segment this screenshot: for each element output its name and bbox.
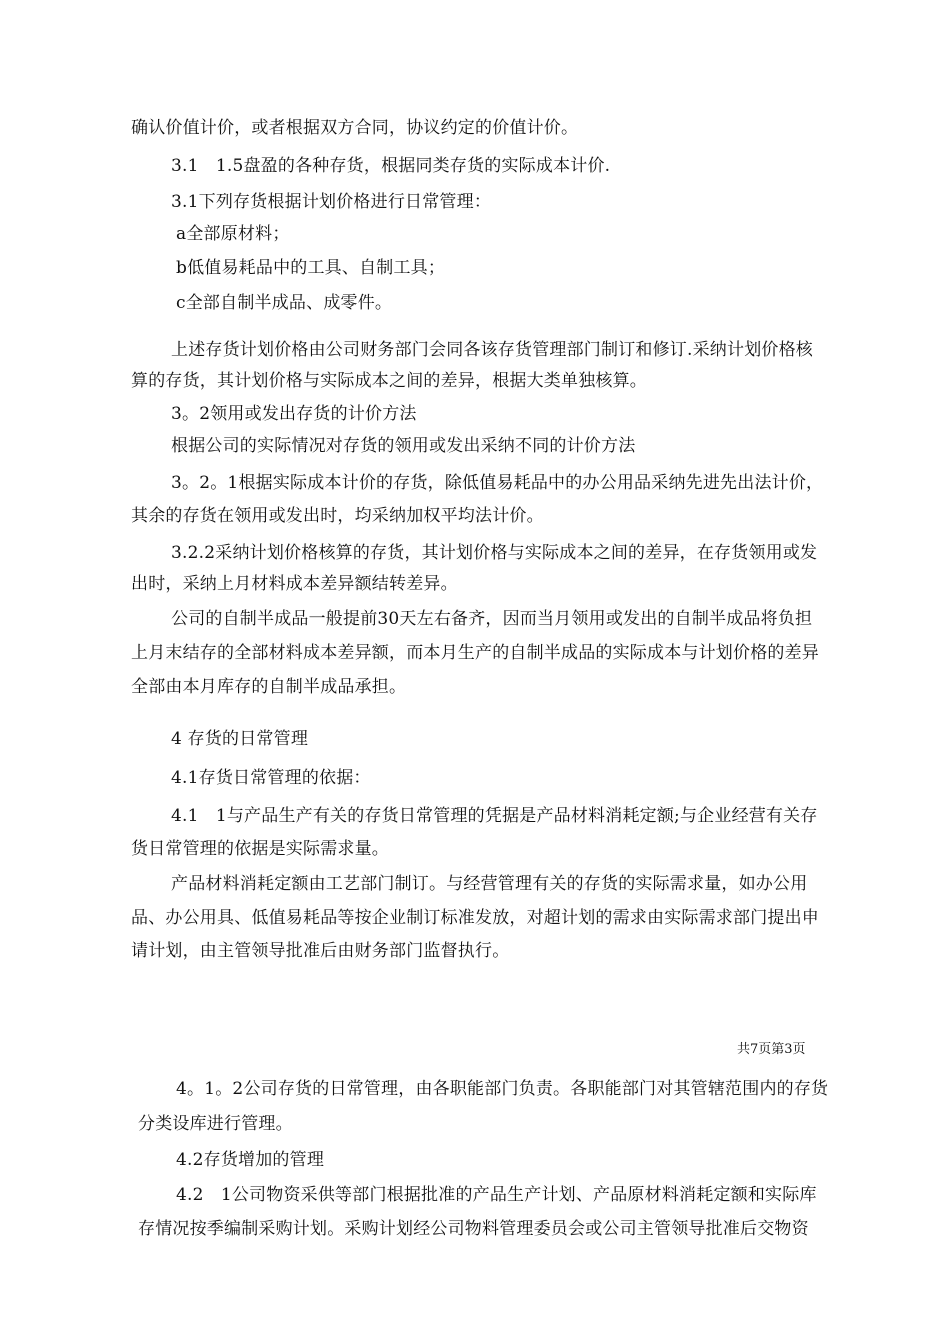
section-heading: 3。2领用或发出存货的计价方法 [171,404,417,424]
paragraph-line: 全部由本月库存的自制半成品承担。 [131,677,407,697]
paragraph-line: 根据公司的实际情况对存货的领用或发出采纳不同的计价方法 [171,436,636,456]
paragraph-line: 上月末结存的全部材料成本差异额，而本月生产的自制半成品的实际成本与计划价格的差异 [131,643,819,663]
paragraph-line: 产品材料消耗定额由工艺部门制订。与经营管理有关的存货的实际需求量，如办公用 [171,874,808,894]
section-heading: 4 存货的日常管理 [171,729,309,749]
paragraph-line: 3.2.2采纳计划价格核算的存货，其计划价格与实际成本之间的差异，在存货领用或发 [171,543,818,563]
page-number-footer: 共7页第3页 [737,1042,806,1057]
list-item: b低值易耗品中的工具、自制工具； [176,258,446,278]
paragraph-line: 4.1 1与产品生产有关的存货日常管理的凭据是产品材料消耗定额;与企业经营有关存 [171,806,818,826]
list-item: a全部原材料； [176,224,290,244]
list-item: c全部自制半成品、成零件。 [176,293,393,313]
paragraph-line: 存情况按季编制采购计划。采购计划经公司物料管理委员会或公司主管领导批准后交物资 [138,1219,809,1239]
paragraph-line: 上述存货计划价格由公司财务部门会同各该存货管理部门制订和修订.采纳计划价格核 [171,340,814,360]
paragraph-line: 算的存货，其计划价格与实际成本之间的差异，根据大类单独核算。 [131,371,647,391]
paragraph-line: 公司的自制半成品一般提前30天左右备齐，因而当月领用或发出的自制半成品将负担 [171,609,813,629]
paragraph-line: 其余的存货在领用或发出时，均采纳加权平均法计价。 [131,506,544,526]
paragraph-line: 品、办公用具、低值易耗品等按企业制订标准发放，对超计划的需求由实际需求部门提出申 [131,908,819,928]
paragraph-line: 出时，采纳上月材料成本差异额结转差异。 [131,574,458,594]
paragraph-line: 4.2 1公司物资采供等部门根据批准的产品生产计划、产品原材料消耗定额和实际库 [176,1185,817,1205]
section-heading: 4.2存货增加的管理 [176,1150,325,1170]
paragraph-line: 3.1 1.5盘盈的各种存货，根据同类存货的实际成本计价. [171,156,611,176]
paragraph-line: 请计划，由主管领导批准后由财务部门监督执行。 [131,941,510,961]
paragraph-line: 货日常管理的依据是实际需求量。 [131,839,389,859]
section-heading: 4.1存货日常管理的依据： [171,768,371,788]
paragraph-line: 4。1。2公司存货的日常管理，由各职能部门负责。各职能部门对其管辖范围内的存货 [176,1079,829,1099]
paragraph-line: 分类设库进行管理。 [138,1114,293,1134]
paragraph-line: 3。2。1根据实际成本计价的存货，除低值易耗品中的办公用品采纳先进先出法计价， [171,473,824,493]
paragraph-line: 确认价值计价，或者根据双方合同，协议约定的价值计价。 [131,118,579,138]
paragraph-line: 3.1下列存货根据计划价格进行日常管理： [171,192,492,212]
